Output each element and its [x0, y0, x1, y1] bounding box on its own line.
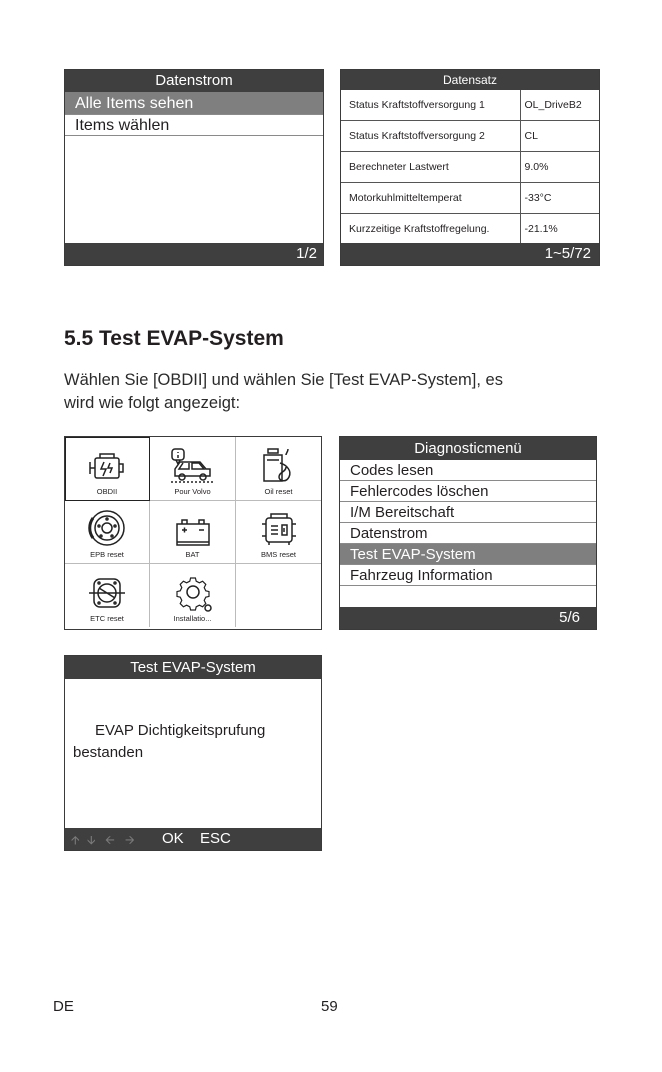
evap-test-title: Test EVAP-System: [65, 656, 321, 679]
row-label: Motorkuhlmitteltemperat: [341, 183, 520, 214]
tile-oil-reset[interactable]: [236, 437, 321, 501]
menu-item-vehicle-info[interactable]: Fahrzeug Information: [340, 565, 596, 586]
ok-button[interactable]: OK: [162, 830, 184, 847]
menu-item-read-codes[interactable]: Codes lesen: [340, 460, 596, 481]
throttle-icon: [87, 574, 127, 612]
diagnostic-menu-title: Diagnosticmenü: [340, 437, 596, 460]
arrow-right-icon[interactable]: 🡪: [125, 833, 135, 847]
esc-button[interactable]: ESC: [200, 830, 231, 847]
message-line-1: EVAP Dichtigkeitsprufung: [95, 722, 266, 739]
message-line-2: bestanden: [73, 744, 144, 761]
engine-icon: [86, 449, 128, 485]
evap-footer: [65, 828, 321, 850]
function-grid: [65, 437, 321, 627]
oil-can-icon: [259, 447, 299, 485]
tile-pour-volvo[interactable]: [150, 437, 236, 501]
evap-test-screen: [64, 655, 322, 851]
row-value: OL_DriveB2: [520, 90, 599, 121]
datastream-screen: [64, 69, 324, 266]
row-label: Status Kraftstoffversorgung 2: [341, 121, 520, 152]
tile-obdii[interactable]: [65, 437, 150, 501]
menu-item-evap-test[interactable]: Test EVAP-System: [340, 544, 596, 565]
tile-label: Installatio...: [173, 614, 212, 623]
arrow-down-icon[interactable]: 🡫: [87, 833, 96, 847]
arrow-left-icon[interactable]: 🡨: [105, 833, 115, 847]
dataset-table: [341, 90, 599, 245]
menu-item-erase-codes[interactable]: Fehlercodes löschen: [340, 481, 596, 502]
paragraph-line-2: wird wie folgt angezeigt:: [64, 394, 241, 412]
section-paragraph: [64, 369, 604, 415]
page-indicator: 1~5/72: [544, 245, 591, 262]
tile-etc-reset[interactable]: [65, 564, 150, 627]
row-label: Status Kraftstoffversorgung 1: [341, 90, 520, 121]
evap-message: [73, 720, 265, 764]
tile-label: Oil reset: [264, 487, 293, 496]
diagnostic-menu-screen: [339, 436, 597, 630]
gear-icon: [173, 574, 213, 612]
tile-label: ETC reset: [90, 614, 124, 623]
menu-item-select-items[interactable]: Items wählen: [65, 115, 323, 136]
table-row: [341, 214, 599, 245]
tile-label: BAT: [185, 550, 200, 559]
tile-epb-reset[interactable]: [65, 501, 150, 564]
table-row: [341, 183, 599, 214]
bms-module-icon: [259, 512, 299, 548]
dataset-screen: [340, 69, 600, 266]
diagnostic-menu-footer: [340, 607, 596, 629]
row-label: Kurzzeitige Kraftstoffregelung.: [341, 214, 520, 245]
table-row: [341, 152, 599, 183]
home-screen: [64, 436, 322, 630]
section-heading: 5.5 Test EVAP-System: [64, 327, 284, 350]
table-row: [341, 90, 599, 121]
row-value: -33°C: [520, 183, 599, 214]
tile-empty: [236, 564, 321, 627]
datastream-footer: [65, 243, 323, 265]
battery-icon: [173, 514, 213, 548]
row-value: CL: [520, 121, 599, 152]
page-indicator: 1/2: [296, 245, 317, 262]
menu-item-all-items[interactable]: Alle Items sehen: [65, 92, 323, 115]
tile-installation[interactable]: [150, 564, 236, 627]
tile-bms-reset[interactable]: [236, 501, 321, 564]
brake-disc-icon: [87, 508, 127, 548]
row-label: Berechneter Lastwert: [341, 152, 520, 183]
dataset-footer: [341, 243, 599, 265]
car-info-icon: [169, 447, 217, 485]
tile-label: EPB reset: [90, 550, 124, 559]
table-row: [341, 121, 599, 152]
tile-bat[interactable]: [150, 501, 236, 564]
page-number: 59: [321, 998, 338, 1015]
page-indicator: 5/6: [559, 609, 580, 626]
row-value: -21.1%: [520, 214, 599, 245]
tile-label: OBDII: [96, 487, 118, 496]
row-value: 9.0%: [520, 152, 599, 183]
language-code: DE: [53, 998, 74, 1015]
menu-item-im-readiness[interactable]: I/M Bereitschaft: [340, 502, 596, 523]
dataset-title: Datensatz: [341, 70, 599, 90]
menu-item-datastream[interactable]: Datenstrom: [340, 523, 596, 544]
arrow-up-icon[interactable]: 🡩: [71, 833, 80, 847]
tile-label: BMS reset: [260, 550, 296, 559]
tile-label: Pour Volvo: [174, 487, 211, 496]
datastream-title: Datenstrom: [65, 70, 323, 92]
paragraph-line-1: Wählen Sie [OBDII] und wählen Sie [Test EVAP-System], es: [64, 371, 503, 389]
